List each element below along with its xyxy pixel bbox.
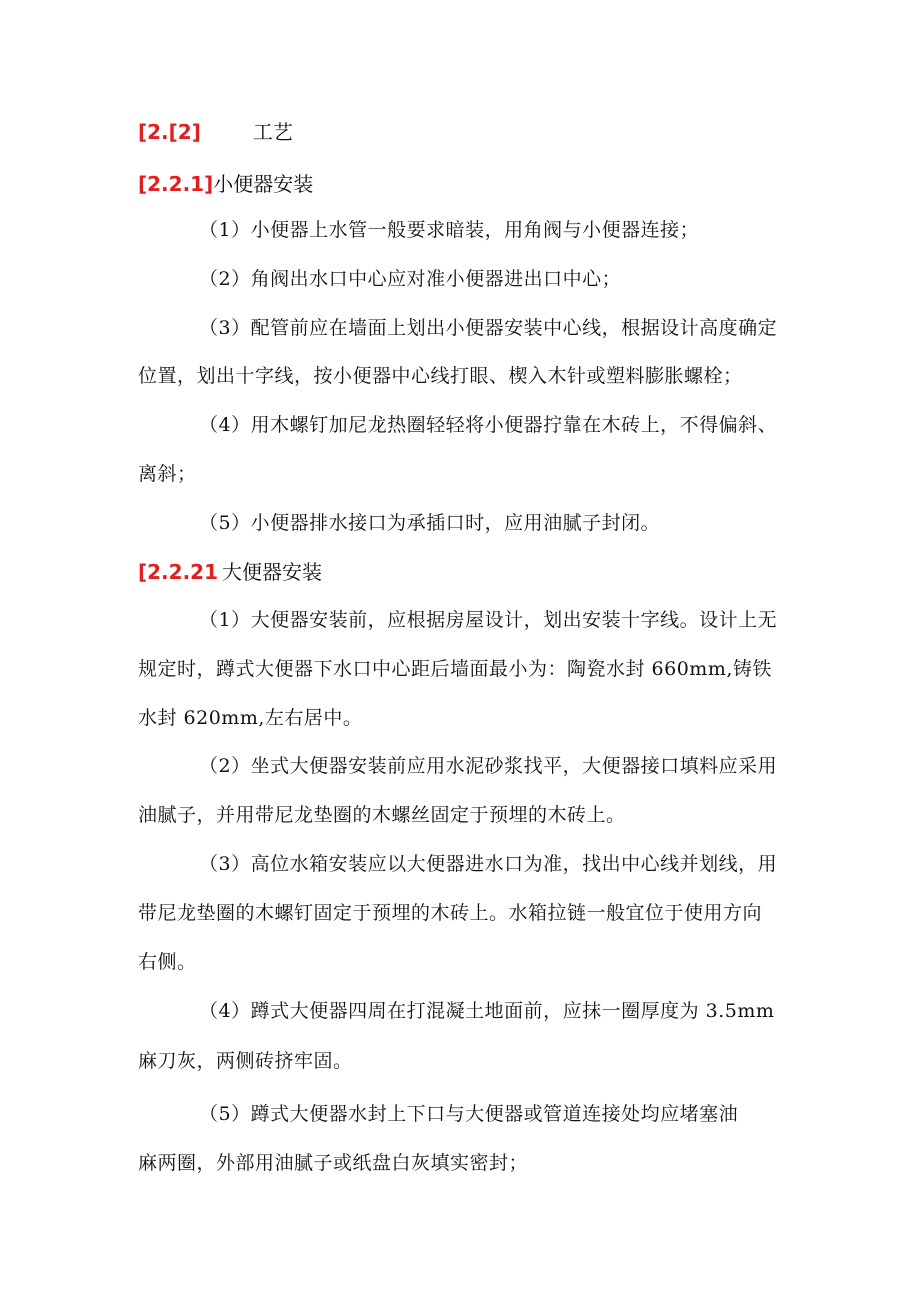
section-title: 小便器安装 [213,172,314,196]
paragraph-line: （5）小便器排水接口为承插口时，应用油腻子封闭。 [199,512,661,534]
paragraph-line: 离斜； [138,463,197,485]
paragraph-line: 位置，划出十字线，按小便器中心线打眼、楔入木针或塑料膨胀螺栓； [138,365,743,387]
paragraph-line: 规定时，蹲式大便器下水口中心距后墙面最小为：陶瓷水封 660mm,铸铁 [138,658,772,680]
section-number: [2.[2] [138,120,201,144]
section-number: [2.2.21 [138,560,218,584]
paragraph-line: 麻刀灰，两侧砖挤牢固。 [138,1050,353,1072]
paragraph-line: （4）蹲式大便器四周在打混凝土地面前，应抹一圈厚度为 3.5mm [199,1000,775,1022]
paragraph-line: （5）蹲式大便器水封上下口与大便器或管道连接处均应堵塞油 [199,1103,739,1125]
paragraph-line: （2）坐式大便器安装前应用水泥砂浆找平，大便器接口填料应采用 [199,755,778,777]
paragraph-line: 带尼龙垫圈的木螺钉固定于预埋的木砖上。水箱拉链一般宜位于使用方向 [138,902,763,924]
paragraph-line: （2）角阀出水口中心应对准小便器进出口中心； [199,268,622,290]
section-heading-process [138,118,293,146]
paragraph-line: 油腻子，并用带尼龙垫圈的木螺丝固定于预埋的木砖上。 [138,804,626,826]
section-heading-urinal [138,170,313,198]
section-title: 大便器安装 [222,560,322,584]
paragraph-line: （1）大便器安装前，应根据房屋设计，划出安装十字线。设计上无 [199,609,778,631]
section-number: [2.2.1] [138,172,214,196]
paragraph-line: （4）用木螺钉加尼龙热圈轻轻将小便器拧靠在木砖上，不得偏斜、 [199,414,778,436]
paragraph-line: 右侧。 [138,951,197,973]
section-title: 工艺 [252,120,293,144]
paragraph-line: （3）配管前应在墙面上划出小便器安装中心线，根据设计高度确定 [199,317,778,339]
paragraph-line: 水封 620mm,左右居中。 [138,707,363,729]
paragraph-line: （3）高位水箱安装应以大便器进水口为准，找出中心线并划线，用 [199,853,778,875]
section-heading-toilet [138,558,322,586]
paragraph-line: 麻两圈，外部用油腻子或纸盘白灰填实密封； [138,1152,529,1174]
paragraph-line: （1）小便器上水管一般要求暗装，用角阀与小便器连接； [199,219,700,241]
